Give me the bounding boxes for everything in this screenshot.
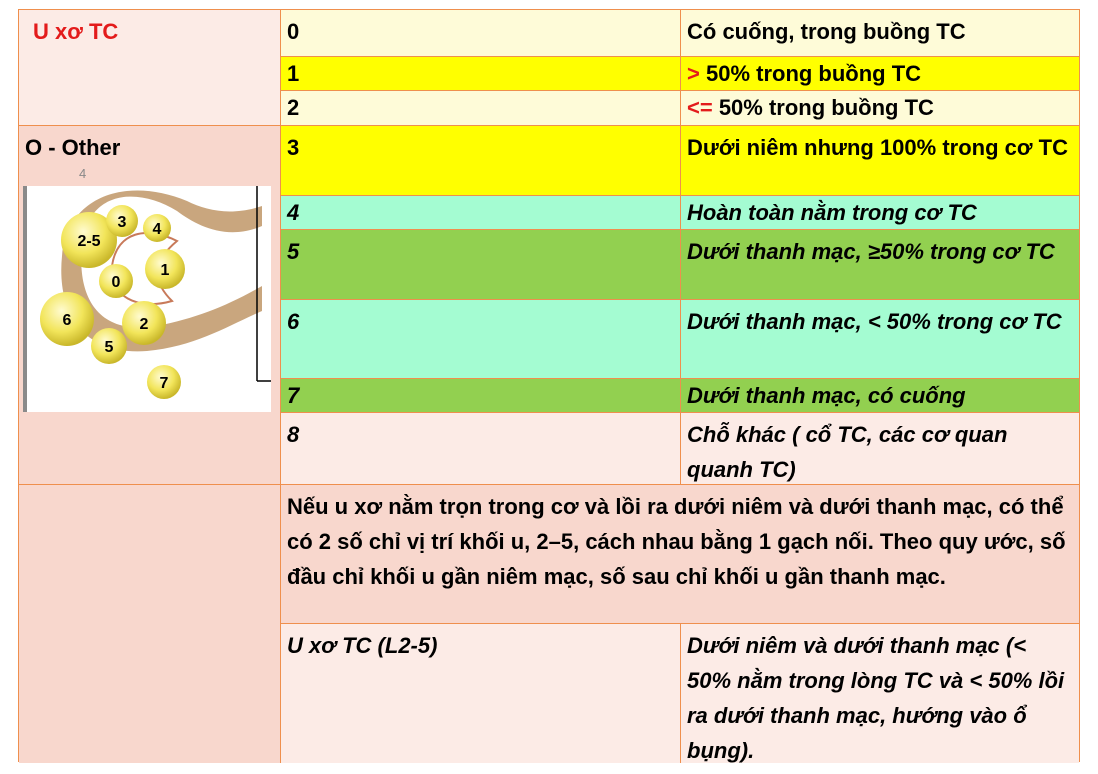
row-3-description: Dưới niêm nhưng 100% trong cơ TC — [681, 126, 1079, 196]
svg-text:7: 7 — [159, 375, 169, 392]
group-submucosal-cell — [19, 10, 281, 126]
svg-text:1: 1 — [160, 262, 170, 279]
svg-text:5: 5 — [104, 339, 114, 356]
row-4-description: Hoàn toàn nằm trong cơ TC — [681, 196, 1079, 230]
svg-text:0: 0 — [111, 274, 121, 291]
uterus-fibroid-illustration — [27, 186, 271, 412]
row-8-code: 8 — [281, 413, 681, 485]
row-7-code: 7 — [281, 379, 681, 413]
row-4-code: 4 — [281, 196, 681, 230]
group-submucosal-label: U xơ TC — [33, 19, 119, 44]
svg-text:4: 4 — [152, 221, 162, 238]
row-3-code: 3 — [281, 126, 681, 196]
row-0-code: 0 — [281, 10, 681, 57]
row-7-description: Dưới thanh mạc, có cuống — [681, 379, 1079, 413]
row-5-description: Dưới thanh mạc, ≥50% trong cơ TC — [681, 230, 1079, 300]
hybrid-note: Nếu u xơ nằm trọn trong cơ và lồi ra dưới niêm và dưới thanh mạc, có thể có 2 số chỉ vị trí khối u, 2–5, cách nhau bằng 1 gạch nối. Theo quy ước, số đầu chỉ khối u gần niêm mạc, số sau chỉ khối u gần thanh mạc. — [281, 485, 1079, 624]
row-1-description: > 50% trong buồng TC — [681, 57, 1079, 91]
svg-text:6: 6 — [62, 312, 72, 329]
row-0-description: Có cuống, trong buồng TC — [681, 10, 1079, 57]
row-6-code: 6 — [281, 300, 681, 379]
row-2-code: 2 — [281, 91, 681, 126]
hybrid-description: Dưới niêm và dưới thanh mạc (< 50% nằm trong lòng TC và < 50% lồi ra dưới thanh mạc, hướng vào ổ bụng). — [681, 624, 1079, 763]
svg-text:2: 2 — [139, 316, 149, 333]
figo-classification-table — [18, 9, 1080, 762]
note-left-empty-cell — [19, 485, 281, 763]
svg-text:3: 3 — [117, 214, 127, 231]
svg-text:2-5: 2-5 — [77, 233, 101, 250]
row-6-description: Dưới thanh mạc, < 50% trong cơ TC — [681, 300, 1079, 379]
row-8-description: Chỗ khác ( cổ TC, các cơ quan quanh TC) — [681, 413, 1079, 485]
row-1-code: 1 — [281, 57, 681, 91]
group-other-label: O - Other — [25, 135, 121, 160]
row-2-description: <= 50% trong buồng TC — [681, 91, 1079, 126]
fibroid-location-diagram — [27, 186, 271, 412]
row-5-code: 5 — [281, 230, 681, 300]
group-other-cell — [19, 126, 281, 485]
hybrid-label: U xơ TC (L2-5) — [281, 624, 681, 763]
group-other-sublabel: 4 — [79, 166, 87, 181]
